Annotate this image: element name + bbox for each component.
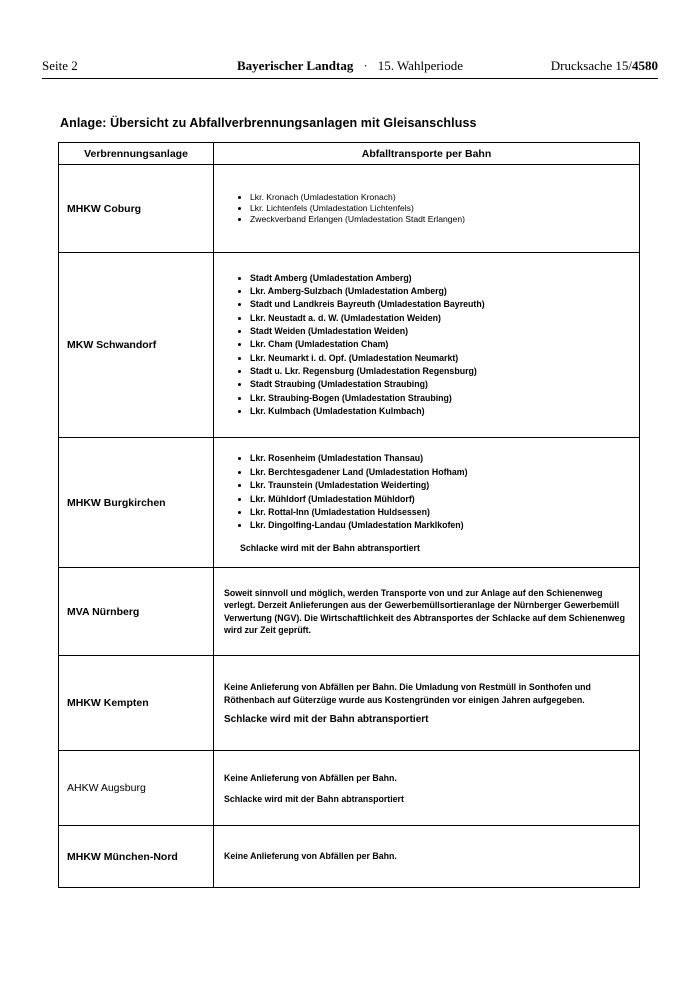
transport-item: • Lkr. Kronach (Umladestation Kronach) xyxy=(250,192,633,203)
transport-paragraph: Keine Anlieferung von Abfällen per Bahn. Die Umladung von Restmüll in Sonthofen und Röthenbach auf Güterzüge wurde aus Kostengründen vor einigen Jahren aufgegeben. xyxy=(224,682,591,705)
transport-item: • Lkr. Traunstein (Umladestation Weiderting) xyxy=(250,479,633,492)
transports-cell xyxy=(214,253,640,438)
transport-item: • Lkr. Kulmbach (Umladestation Kulmbach) xyxy=(250,405,633,418)
transport-item: • Stadt Straubing (Umladestation Straubing) xyxy=(250,378,633,391)
facility-name: MKW Schwandorf xyxy=(59,253,214,438)
transport-item: • Stadt Weiden (Umladestation Weiden) xyxy=(250,325,633,338)
facility-name: MHKW München-Nord xyxy=(59,826,214,888)
slag-note: Schlacke wird mit der Bahn abtransportiert xyxy=(240,542,420,553)
column-header-transports: Abfalltransporte per Bahn xyxy=(214,143,640,165)
table-row xyxy=(59,568,640,656)
transport-item: • Stadt und Landkreis Bayreuth (Umladestation Bayreuth) xyxy=(250,298,633,311)
page-number: Seite 2 xyxy=(42,58,78,73)
transport-paragraph: Soweit sinnvoll und möglich, werden Transporte von und zur Anlage auf den Schienenweg verlegt. Derzeit Anlieferungen aus der Gewerbemüllsortieranlage der Nürnberger Gewerbemüll Verwertung (NGV). Die Wirtschaftlichkeit des Abtransportes der Schlacke auf dem Schienenweg wird zur Zeit geprüft. xyxy=(224,587,625,635)
document-reference xyxy=(488,58,658,74)
transport-paragraph: Keine Anlieferung von Abfällen per Bahn. xyxy=(224,851,397,862)
transport-item: • Stadt Amberg (Umladestation Amberg) xyxy=(250,272,633,285)
table-row xyxy=(59,253,640,438)
transport-item: • Lkr. Berchtesgadener Land (Umladestation Hofham) xyxy=(250,466,633,479)
table-row xyxy=(59,656,640,751)
transport-item: • Lkr. Straubing-Bogen (Umladestation Straubing) xyxy=(250,392,633,405)
transport-paragraph: Keine Anlieferung von Abfällen per Bahn. xyxy=(224,772,397,783)
doc-ref-prefix: Drucksache 15/ xyxy=(550,58,632,73)
facility-name: MHKW Kempten xyxy=(59,656,214,751)
table-row xyxy=(59,438,640,568)
transport-list xyxy=(250,192,633,226)
facility-name: MHKW Burgkirchen xyxy=(59,438,214,568)
transport-item: • Lkr. Neumarkt i. d. Opf. (Umladestation Neumarkt) xyxy=(250,352,633,365)
page-header xyxy=(42,58,658,74)
transport-item: • Lkr. Rosenheim (Umladestation Thansau) xyxy=(250,452,633,465)
waste-plants-table xyxy=(58,142,640,888)
slag-note: Schlacke wird mit der Bahn abtransportiert xyxy=(224,794,404,805)
transports-cell xyxy=(214,751,640,826)
facility-name: MHKW Coburg xyxy=(59,165,214,253)
transport-list xyxy=(250,272,633,419)
header-rule xyxy=(42,78,658,79)
column-header-facility: Verbrennungsanlage xyxy=(59,143,214,165)
table-row xyxy=(59,165,640,253)
transports-cell xyxy=(214,826,640,888)
transport-item: • Lkr. Lichtenfels (Umladestation Lichtenfels) xyxy=(250,203,633,214)
facility-name: MVA Nürnberg xyxy=(59,568,214,656)
transport-item: • Lkr. Mühldorf (Umladestation Mühldorf) xyxy=(250,493,633,506)
transport-list xyxy=(250,452,633,532)
transport-item: • Lkr. Dingolfing-Landau (Umladestation Marklkofen) xyxy=(250,519,633,532)
table-header-row xyxy=(59,143,640,165)
header-center xyxy=(212,58,488,74)
transport-item: • Lkr. Rottal-Inn (Umladestation Huldsessen) xyxy=(250,506,633,519)
page-title: Anlage: Übersicht zu Abfallverbrennungsanlagen mit Gleisanschluss xyxy=(60,116,477,130)
header-separator: · xyxy=(363,58,368,73)
slag-note: Schlacke wird mit der Bahn abtransportiert xyxy=(224,713,429,725)
transports-cell xyxy=(214,568,640,656)
legislative-period: 15. Wahlperiode xyxy=(377,58,464,73)
transport-item: • Lkr. Neustadt a. d. W. (Umladestation Weiden) xyxy=(250,312,633,325)
transport-item: • Stadt u. Lkr. Regensburg (Umladestation Regensburg) xyxy=(250,365,633,378)
transport-item: • Lkr. Cham (Umladestation Cham) xyxy=(250,338,633,351)
facility-name: AHKW Augsburg xyxy=(59,751,214,826)
transports-cell xyxy=(214,656,640,751)
transports-cell xyxy=(214,438,640,568)
transport-item: • Zweckverband Erlangen (Umladestation Stadt Erlangen) xyxy=(250,214,633,225)
transports-cell xyxy=(214,165,640,253)
table-row xyxy=(59,826,640,888)
doc-ref-number: 4580 xyxy=(632,58,658,73)
transport-item: • Lkr. Amberg-Sulzbach (Umladestation Amberg) xyxy=(250,285,633,298)
table-row xyxy=(59,751,640,826)
parliament-name: Bayerischer Landtag xyxy=(236,58,354,73)
